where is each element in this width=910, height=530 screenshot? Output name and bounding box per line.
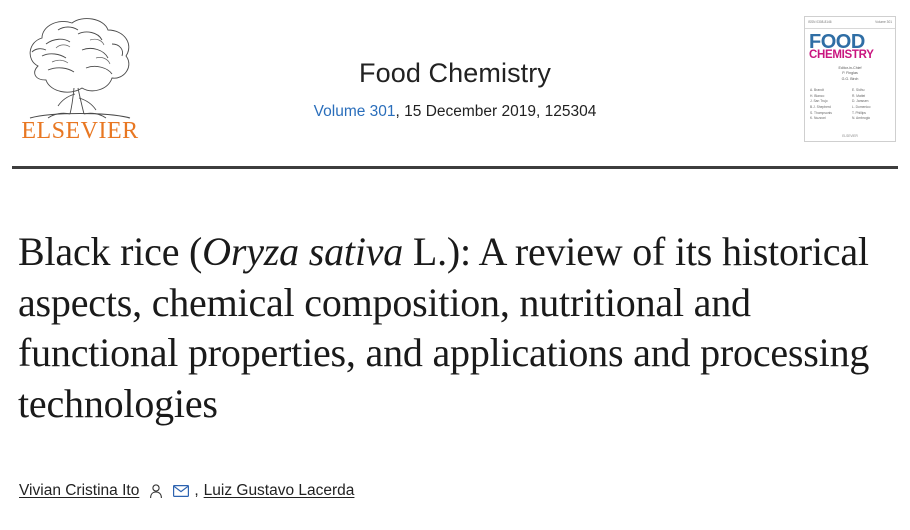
journal-header (0, 0, 910, 162)
title-species-italic: Oryza sativa (202, 228, 404, 274)
cover-board-item: N. Ambrogio (852, 116, 871, 121)
cover-title (805, 29, 895, 61)
cover-board-item: E. Sidhu (852, 88, 865, 93)
person-icon[interactable] (148, 483, 164, 499)
cover-issn: ISSN 0308-8146 (808, 19, 832, 24)
cover-board-item: L. Domenico (852, 104, 871, 109)
journal-title: Food Chemistry (359, 58, 551, 88)
cover-board-item: B.J. Shepherd (810, 104, 831, 109)
cover-editor-sub: G.G. Birch (841, 76, 859, 81)
journal-cover-thumbnail[interactable] (804, 16, 896, 142)
cover-top-bar (805, 17, 895, 29)
cover-board-item: T. Phillips (852, 110, 866, 115)
cover-volume: Volume 301 (875, 19, 892, 24)
author-list (19, 482, 354, 500)
page-title (18, 227, 894, 430)
elsevier-wordmark: ELSEVIER (21, 118, 139, 144)
author-1-icons (148, 483, 189, 499)
journal-info (0, 58, 910, 121)
journal-issue-meta (0, 103, 910, 121)
cover-editorial-board (805, 88, 895, 122)
author-link-2[interactable]: Luiz Gustavo Lacerda (203, 482, 355, 499)
cover-board-item: A. Brandt (810, 88, 824, 93)
cover-board-item: D. Janssen (852, 99, 869, 104)
title-text-part1: Black rice ( (18, 228, 203, 274)
cover-publisher-footer: ELSEVIER (842, 134, 858, 138)
author-separator: , (194, 482, 199, 499)
volume-link[interactable]: Volume 301 (313, 103, 396, 120)
cover-editor-name: P. Finglas (842, 71, 858, 76)
title-text-part2: L.): A review of its historical aspects, chemical composition, nutritional and functional properties, and applications and processing technologies (18, 228, 870, 427)
header-divider (12, 166, 898, 169)
cover-title-food: FOOD (809, 31, 865, 53)
cover-board-item: R. Mattei (852, 93, 866, 98)
cover-board-item: H. Blanco (810, 93, 825, 98)
cover-board-item: J. San Trujo (810, 99, 828, 104)
cover-board-item: K. Nuzzoni (810, 116, 826, 121)
cover-board-col-right (852, 88, 890, 122)
envelope-icon[interactable] (173, 483, 189, 499)
author-link-1[interactable]: Vivian Cristina Ito (19, 482, 140, 499)
cover-editor-label: Editor-in-Chief (838, 65, 862, 70)
cover-board-item: S. Thompsonis (810, 110, 832, 115)
cover-editors (805, 66, 895, 82)
issue-date-text: , 15 December 2019, 125304 (395, 103, 597, 120)
cover-title-chemistry: CHEMISTRY (809, 49, 874, 62)
cover-board-col-left (810, 88, 848, 122)
